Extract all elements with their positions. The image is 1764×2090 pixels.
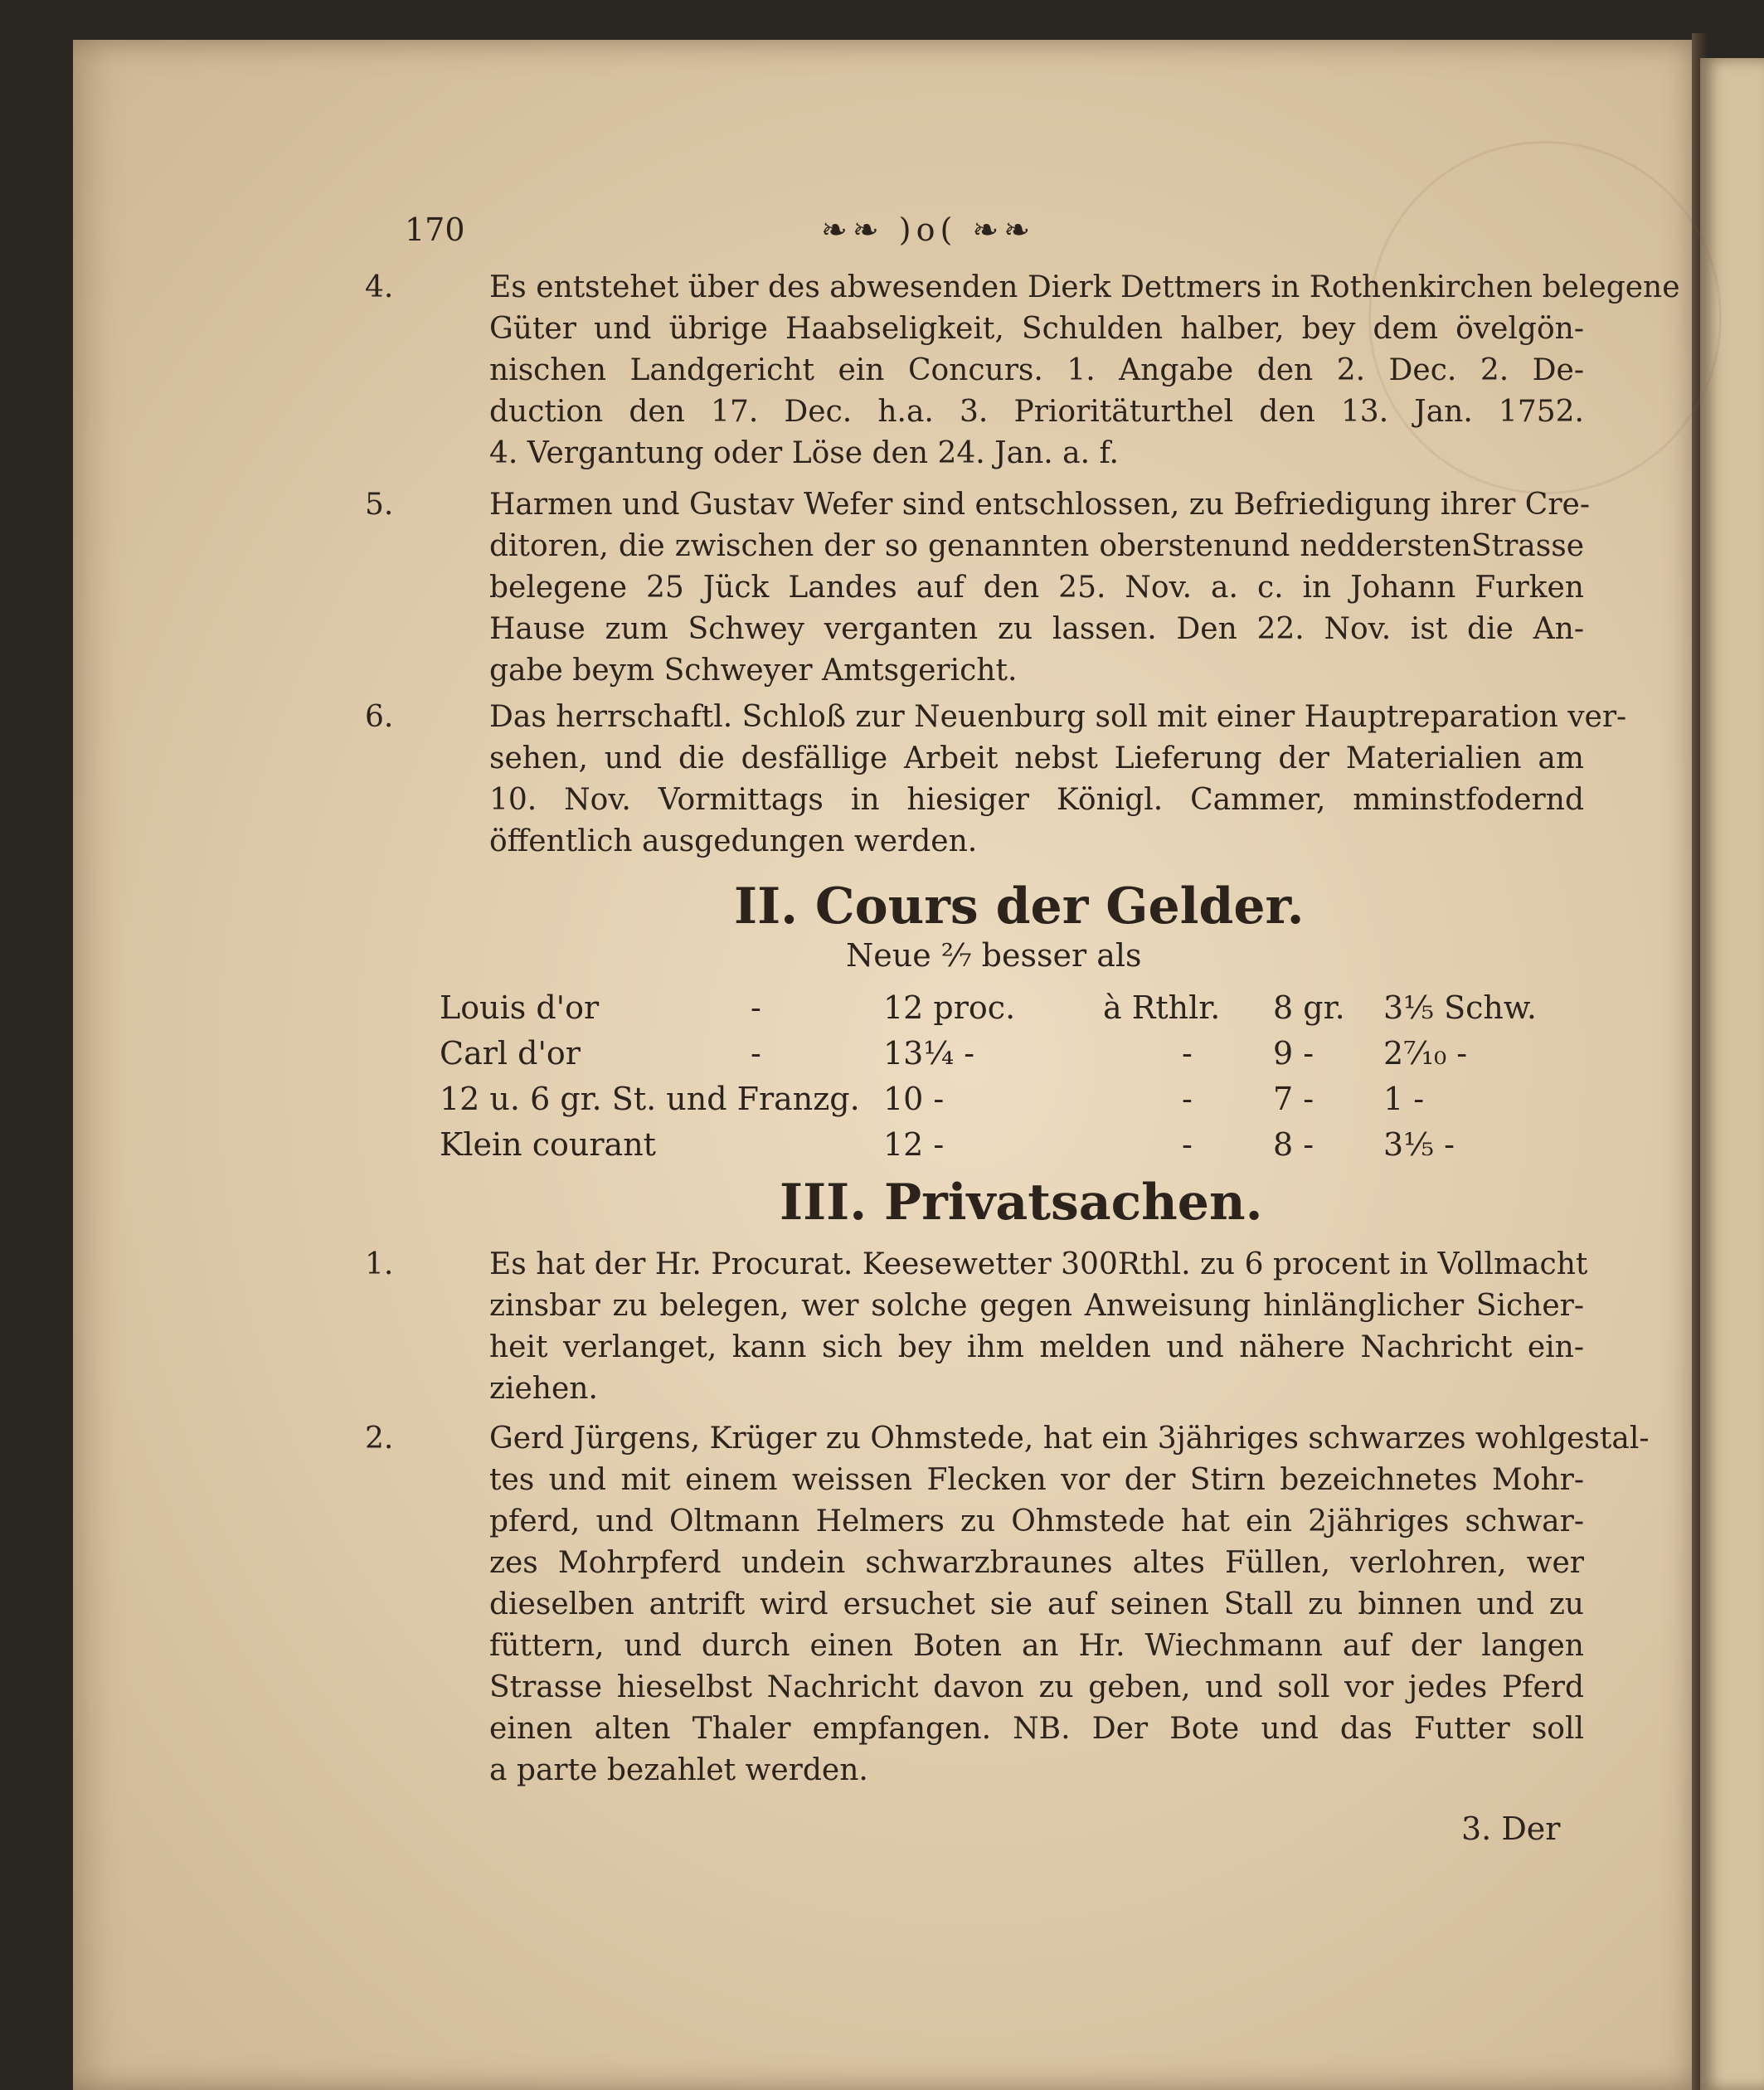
text-line: pferd, und Oltmann Helmers zu Ohmstede hat ein 2jähriges schwar- <box>489 1504 1584 1538</box>
text-line: Gerd Jürgens, Krüger zu Ohmstede, hat ein 3jähriges schwarzes wohlgestal- <box>489 1422 1650 1456</box>
rate-schw: 2⁷⁄₁₀ - <box>1383 1035 1468 1072</box>
rate-value: 12 - <box>883 1126 945 1163</box>
rate-gr: 9 - <box>1273 1035 1314 1072</box>
catchword: 3. Der <box>1461 1811 1561 1847</box>
rate-value: 12 proc. <box>883 989 1016 1026</box>
section-title: II. Cours der Gelder. <box>734 877 1305 936</box>
rate-value: 13¼ - <box>883 1035 975 1072</box>
text-line: belegene 25 Jück Landes auf den 25. Nov. a. c. in Johann Furken <box>489 571 1584 605</box>
rate-schw: 1 - <box>1383 1081 1425 1117</box>
rate-value: 10 - <box>883 1081 945 1117</box>
text-line: öffentlich ausgedungen werden. <box>489 824 978 858</box>
text-line: zinsbar zu belegen, wer solche gegen Anweisung hinlänglicher Sicher- <box>489 1289 1584 1323</box>
text-line: dieselben antrift wird ersuchet sie auf seinen Stall zu binnen und zu <box>489 1587 1584 1621</box>
text-line: Hause zum Schwey verganten zu lassen. Den 22. Nov. ist die An- <box>489 612 1584 646</box>
text-line: duction den 17. Dec. h.a. 3. Prioritäturthel den 13. Jan. 1752. <box>489 395 1584 429</box>
item-number: 6. <box>365 700 394 734</box>
text-line: Es entstehet über des abwesenden Dierk Dettmers in Rothenkirchen belegene <box>489 270 1680 304</box>
text-line: einen alten Thaler empfangen. NB. Der Bote und das Futter soll <box>489 1712 1584 1746</box>
rate-gr: 7 - <box>1273 1081 1314 1117</box>
rate-unit: à Rthlr. <box>1103 989 1221 1026</box>
text-line: Harmen und Gustav Wefer sind entschlossen, zu Befriedigung ihrer Cre- <box>489 488 1590 522</box>
page-number: 170 <box>405 211 465 248</box>
text-line: ziehen. <box>489 1372 598 1406</box>
rate-name: Carl d'or <box>440 1035 581 1072</box>
header-ornament: ❧❧ )o( ❧❧ <box>821 211 1036 248</box>
text-line: nischen Landgericht ein Concurs. 1. Angabe den 2. Dec. 2. De- <box>489 353 1584 387</box>
text-line: 10. Nov. Vormittags in hiesiger Königl. Cammer, mminstfodernd <box>489 783 1584 817</box>
rate-mark: - <box>751 989 761 1026</box>
text-line: Das herrschaftl. Schloß zur Neuenburg soll mit einer Hauptreparation ver- <box>489 700 1627 734</box>
rate-unit: - <box>1182 1081 1193 1117</box>
item-number: 2. <box>365 1422 394 1456</box>
text-line: Strasse hieselbst Nachricht davon zu geben, und soll vor jedes Pferd <box>489 1670 1584 1704</box>
text-line: ditoren, die zwischen der so genannten oberstenund nedderstenStrasse <box>489 529 1584 563</box>
item-number: 5. <box>365 488 394 522</box>
text-line: Es hat der Hr. Procurat. Keesewetter 300Rthl. zu 6 procent in Vollmacht <box>489 1247 1588 1281</box>
rate-schw: 3¹⁄₅ - <box>1383 1126 1455 1163</box>
text-line: gabe beym Schweyer Amtsgericht. <box>489 654 1018 688</box>
section-title: III. Privatsachen. <box>780 1174 1263 1232</box>
rate-schw: 3¹⁄₅ Schw. <box>1383 989 1537 1026</box>
text-line: Güter und übrige Haabseligkeit, Schulden halber, bey dem övelgön- <box>489 312 1584 346</box>
rate-gr: 8 gr. <box>1273 989 1345 1026</box>
text-line: zes Mohrpferd undein schwarzbraunes altes Füllen, verlohren, wer <box>489 1546 1584 1580</box>
text-line: 4. Vergantung oder Löse den 24. Jan. a. f. <box>489 436 1119 470</box>
item-number: 1. <box>365 1247 394 1281</box>
item-number: 4. <box>365 270 394 304</box>
rate-name: Klein courant <box>440 1126 656 1163</box>
rate-unit: - <box>1182 1035 1193 1072</box>
rate-name: Louis d'or <box>440 989 600 1026</box>
rate-gr: 8 - <box>1273 1126 1314 1163</box>
text-line: tes und mit einem weissen Flecken vor der Stirn bezeichnetes Mohr- <box>489 1463 1584 1497</box>
section-subtitle: Neue ²⁄₇ besser als <box>846 937 1142 974</box>
text-line: füttern, und durch einen Boten an Hr. Wiechmann auf der langen <box>489 1629 1584 1663</box>
text-line: heit verlanget, kann sich bey ihm melden und nähere Nachricht ein- <box>489 1330 1584 1364</box>
rate-mark: - <box>751 1035 761 1072</box>
rate-unit: - <box>1182 1126 1193 1163</box>
text-line: sehen, und die desfällige Arbeit nebst Lieferung der Materialien am <box>489 741 1584 775</box>
text-line: a parte bezahlet werden. <box>489 1753 868 1787</box>
rate-name: 12 u. 6 gr. St. und Franzg. <box>440 1081 860 1117</box>
